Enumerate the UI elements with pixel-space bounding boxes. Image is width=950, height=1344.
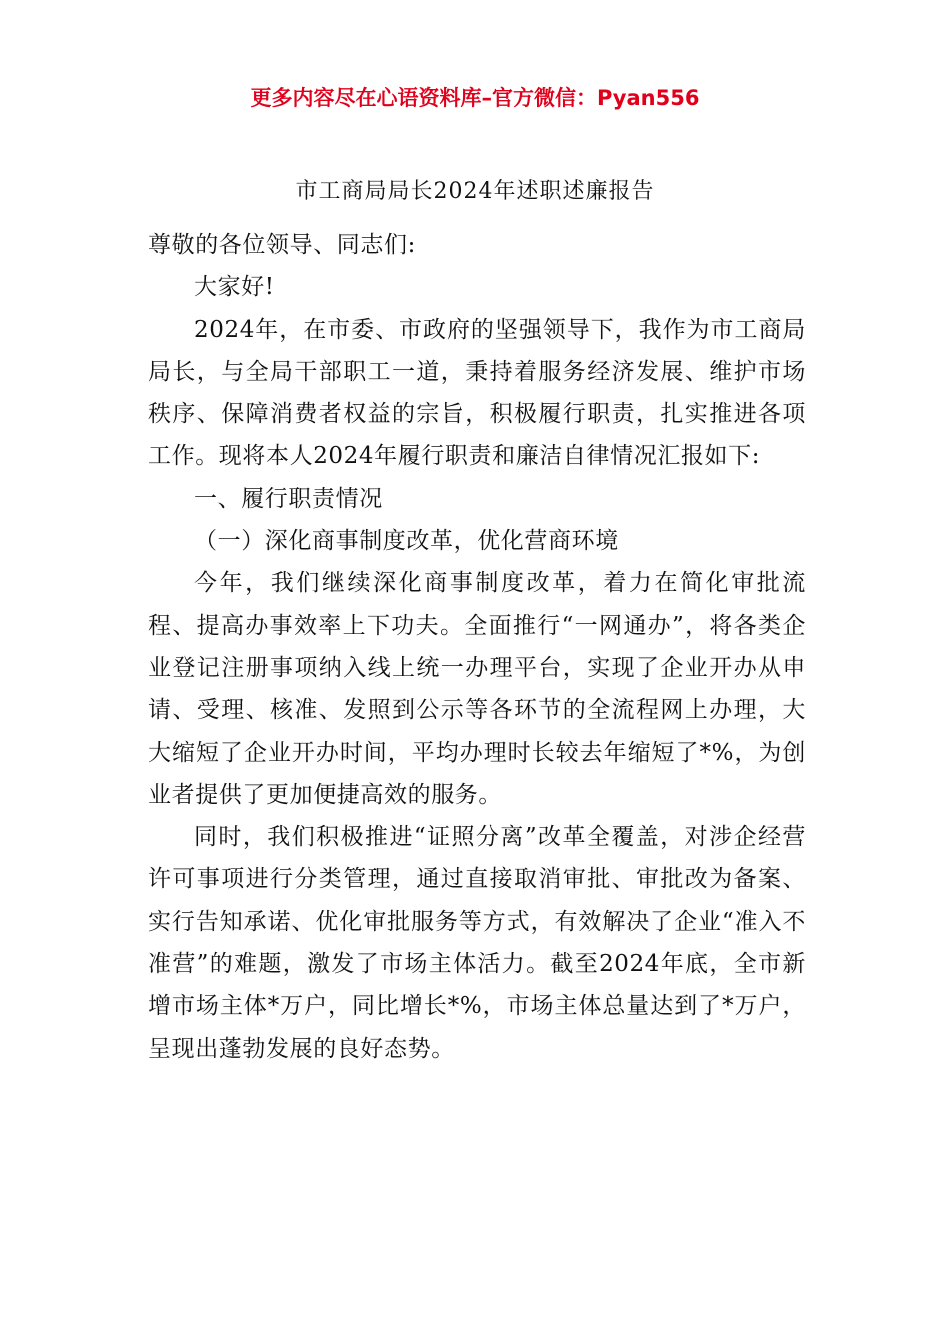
document-body [148, 224, 806, 1070]
section-heading: 一、履行职责情况 [194, 485, 383, 512]
body-paragraph: 同时，我们积极推进“证照分离”改革全覆盖，对涉企经营许可事项进行分类管理，通过直接取消审批、审批改为备案、实行告知承诺、优化审批服务等方式，有效解决了企业“准入不准营”的难题，激发了市场主体活力。截至2024年底，全市新增市场主体*万户，同比增长*%，市场主体总量达到了*万户，呈现出蓬勃发展的良好态势。 [148, 824, 806, 1062]
watermark-banner: 更多内容尽在心语资料库–官方微信：Pyan556 [250, 86, 700, 110]
intro-paragraph: 2024年，在市委、市政府的坚强领导下，我作为市工商局局长，与全局干部职工一道，秉持着服务经济发展、维护市场秩序、保障消费者权益的宗旨，积极履行职责，扎实推进各项工作。现将本人2024年履行职责和廉洁自律情况汇报如下: [148, 316, 806, 470]
subsection-heading: （一）深化商事制度改革，优化营商环境 [194, 528, 619, 555]
greeting: 大家好! [194, 274, 275, 301]
body-paragraph: 今年，我们继续深化商事制度改革，着力在简化审批流程、提高办事效率上下功夫。全面推行“一网通办”，将各类企业登记注册事项纳入线上统一办理平台，实现了企业开办从申请、受理、核准、发照到公示等各环节的全流程网上办理，大大缩短了企业开办时间，平均办理时长较去年缩短了*%，为创业者提供了更加便捷高效的服务。 [148, 570, 806, 808]
salutation: 尊敬的各位领导、同志们: [148, 232, 416, 258]
document-title: 市工商局局长2024年述职述廉报告 [295, 179, 655, 204]
